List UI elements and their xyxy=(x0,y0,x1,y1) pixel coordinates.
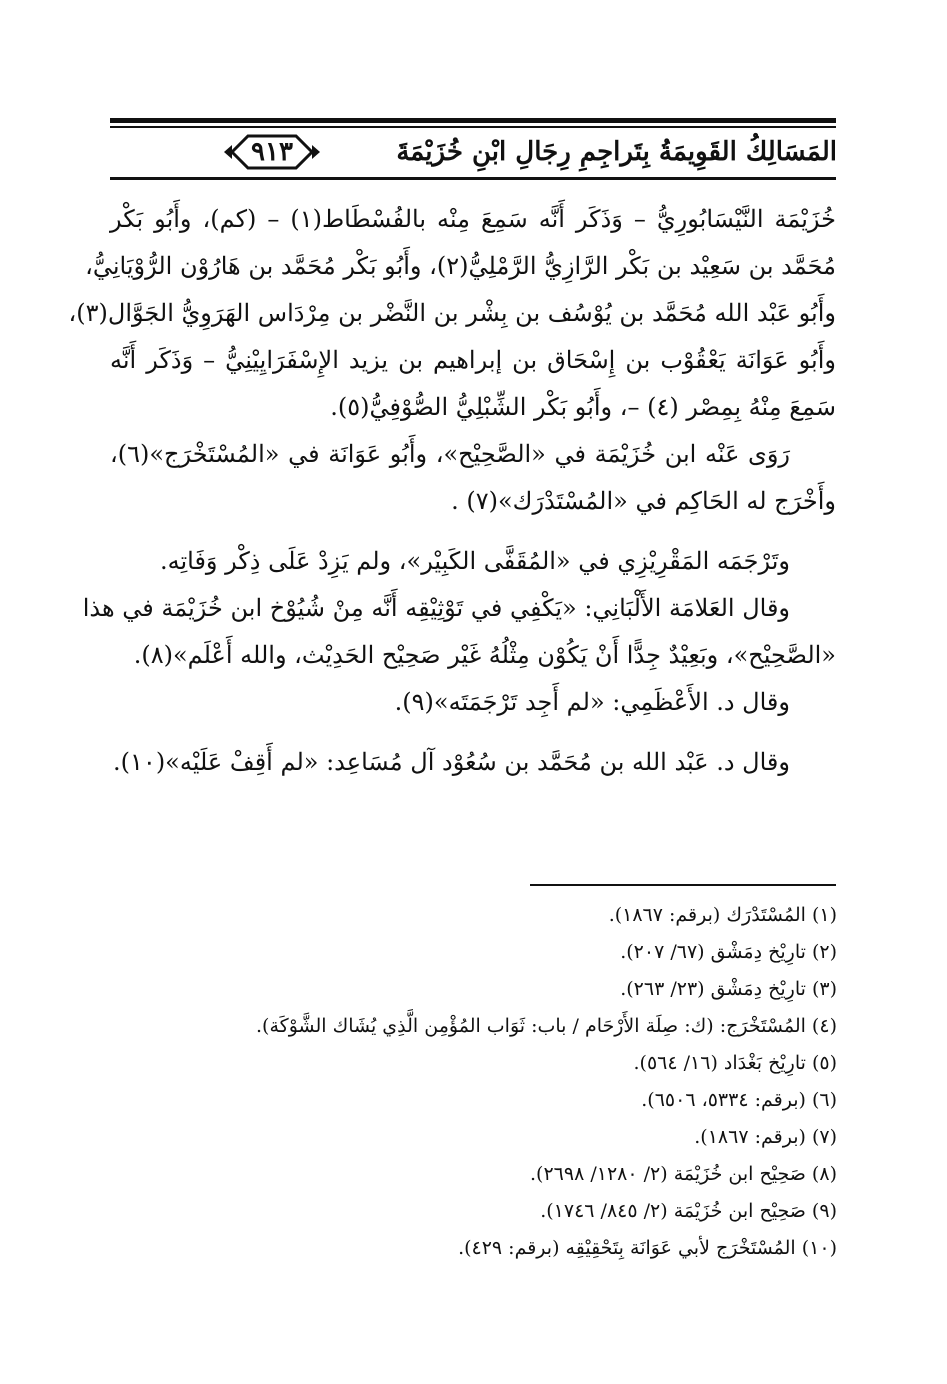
footnote: (٧) (برقم: ١٨٦٧). xyxy=(694,1126,837,1148)
header-rule-thin xyxy=(110,126,836,128)
footnotes xyxy=(111,897,837,1267)
main-text xyxy=(68,196,836,786)
body-line: وأَخْرَج له الحَاكِم في «المُسْتَدْرَك»(٧) . xyxy=(451,487,836,515)
body-line: «الصَّحِيْح»، وبَعِيْدٌ جِدًّا أَنْ يَكُوْن مِثْلُهُ غَيْر صَحِيْح الحَدِيْث، والله أَعْلَم»(٨). xyxy=(133,641,836,669)
footnote: (٢) تارِيْخ دِمَشْق (٦٧/ ٢٠٧). xyxy=(620,941,837,963)
body-line: سَمِعَ مِنْهُ بِمِصْر (٤) –، وأَبُو بَكْر الشِّبْلِيُّ الصُّوْفِيُّ(٥). xyxy=(330,393,836,421)
footnote: (٥) تارِيْخ بَغْدَاد (١٦/ ٥٦٤). xyxy=(633,1052,837,1074)
body-line: وقال د. عَبْد الله بن مُحَمَّد بن سُعُوْد آل مُسَاعِد: «لم أَقِفْ عَلَيْه»(١٠). xyxy=(113,748,790,776)
header-rule-bottom xyxy=(110,177,836,180)
footnote: (٤) المُسْتَخْرَج: (ك: صِلَة الأَرْحَام / باب: ثَوَاب المُؤْمِن الَّذِي يُشَاك الشَّوْكَة). xyxy=(256,1015,837,1037)
body-line: وأَبُو عَبْد الله مُحَمَّد بن يُوْسُف بن بِشْر بن النَّضْر بن مِرْدَاس الهَرَوِيُّ الجَوَّال(٣)، xyxy=(68,299,836,327)
body-line: وتَرْجَمَه المَقْرِيْزِي في «المُقَفَّى الكَبِيْر»، ولم يَزِدْ عَلَى ذِكْر وَفَاتِه. xyxy=(159,547,790,575)
page-number-badge xyxy=(222,131,322,173)
running-title: المَسَالِكُ القَوِيمَةُ بِتَراجِمِ رِجَالِ ابْنِ خُزَيْمَةَ xyxy=(396,137,837,167)
body-line: وقال العَلامَة الأَلْبَانِي: «يَكْفِي في تَوْثِيْقِه أَنَّه مِنْ شُيُوْخ ابن خُزَيْمَة في هذا xyxy=(82,594,790,622)
body-line: خُزَيْمَة النَّيْسَابُورِيُّ – وَذَكَر أَنَّه سَمِعَ مِنْه بالفُسْطَاط(١) – (كم)، وأَبُو بَكْر xyxy=(110,205,836,233)
footnote: (١) المُسْتَدْرَك (برقم: ١٨٦٧). xyxy=(608,904,837,926)
body-line: وقال د. الأَعْظَمِي: «لم أَجِد تَرْجَمَتَه»(٩). xyxy=(394,688,790,716)
page-number: ٩١٣ xyxy=(251,137,293,167)
footnote: (٣) تارِيْخ دِمَشْق (٢٣/ ٢٦٣). xyxy=(620,978,837,1000)
body-line: وأَبُو عَوَانَة يَعْقُوْب بن إِسْحَاق بن إبراهيم بن يزيد الإِسْفَرَايِيْنِيُّ – وَذَكَر أَنَّه xyxy=(110,346,836,374)
footnote: (٨) صَحِيْح ابن خُزَيْمَة (٢/ ١٢٨٠/ ٢٦٩٨). xyxy=(530,1163,837,1185)
body-line: مُحَمَّد بن سَعِيْد بن بَكْر الرَّازِيُّ الرَّمْلِيُّ(٢)، وأَبُو بَكْر مُحَمَّد بن هَارُوْن الرُّوْيَانِيُّ، xyxy=(85,252,836,280)
body-line: رَوَى عَنْه ابن خُزَيْمَة في «الصَّحِيْح»، وأَبُو عَوَانَة في «المُسْتَخْرَج»(٦)، xyxy=(110,440,790,468)
footnote-separator xyxy=(530,884,836,886)
header-rule-thick xyxy=(110,118,836,123)
footnote: (٦) (برقم: ٥٣٣٤، ٦٥٠٦). xyxy=(641,1089,837,1111)
footnote: (١٠) المُسْتَخْرَج لأبي عَوَانَة بِتَحْقِيْقِه (برقم: ٤٢٩). xyxy=(458,1237,837,1259)
footnote: (٩) صَحِيْح ابن خُزَيْمَة (٢/ ٨٤٥/ ١٧٤٦). xyxy=(540,1200,837,1222)
